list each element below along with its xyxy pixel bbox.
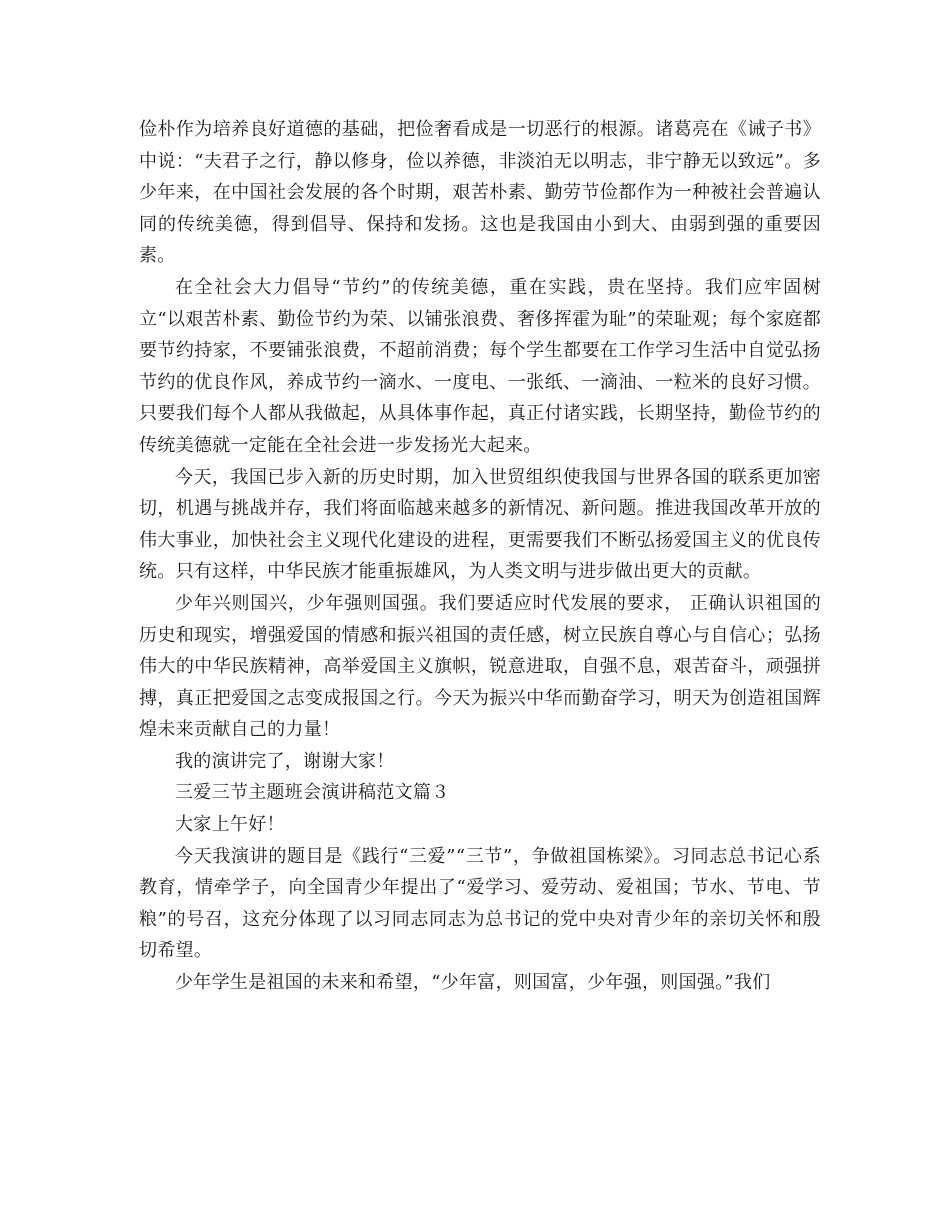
paragraph-youth-strength: 少年兴则国兴，少年强则国强。我们要适应时代发展的要求， 正确认识祖国的历史和现实，增强爱国的情感和振兴祖国的责任感，树立民族自尊心与自信心；弘扬伟大的中华民族精神，高举爱国主义旗帜，锐意进取，自强不息，艰苦奋斗，顽强拼搏，真正把爱国之志变成报国之行。今天为振兴中华而勤奋学习，明天为创造祖国辉煌未来贡献自己的力量！ (139, 592, 821, 741)
section-heading: 三爱三节主题班会演讲稿范文篇３ (175, 782, 450, 804)
paragraph-closing: 我的演讲完了，谢谢大家！ (175, 750, 395, 772)
paragraph-new-era: 今天，我国已步入新的历史时期，加入世贸组织使我国与世界各国的联系更加密切，机遇与挑战并存，我们将面临越来越多的新情况、新问题。推进我国改革开放的伟大事业，加快社会主义现代化建设的进程，更需要我们不断弘扬爱国主义的优良传统。只有这样，中华民族才能重振雄风，为人类文明与进步做出更大的贡献。 (139, 466, 821, 583)
paragraph-speech-topic: 今天我演讲的题目是《践行“三爱”“三节”，争做祖国栋梁》。习同志总书记心系教育，情牵学子，向全国青少年提出了“爱学习、爱劳动、爱祖国；节水、节电、节粮”的号召，这充分体现了以习同志同志为总书记的党中央对青少年的亲切关怀和殷切希望。 (139, 845, 821, 962)
paragraph-frugality-practice: 在全社会大力倡导“节约”的传统美德，重在实践，贵在坚持。我们应牢固树立“以艰苦朴素、勤俭节约为荣、以铺张浪费、奢侈挥霍为耻”的荣耻观；每个家庭都要节约持家，不要铺张浪费，不超前消费；每个学生都要在工作学习生活中自觉弘扬节约的优良作风，养成节约一滴水、一度电、一张纸、一滴油、一粒米的良好习惯。只要我们每个人都从我做起，从具体事作起，真正付诸实践，长期坚持，勤俭节约的传统美德就一定能在全社会进一步发扬光大起来。 (139, 276, 821, 456)
paragraph-greeting: 大家上午好！ (175, 814, 285, 836)
paragraph-youth-future: 少年学生是祖国的未来和希望，“少年富，则国富，少年强，则国强。”我们 (175, 972, 771, 994)
document-body (139, 114, 821, 999)
paragraph-continued: 俭朴作为培养良好道德的基础，把俭奢看成是一切恶行的根源。诸葛亮在《诫子书》中说：“夫君子之行，静以修身，俭以养德，非淡泊无以明志，非宁静无以致远”。多少年来，在中国社会发展的各个时期，艰苦朴素、勤劳节俭都作为一种被社会普遍认同的传统美德，得到倡导、保持和发扬。这也是我国由小到大、由弱到强的重要因素。 (139, 119, 821, 267)
